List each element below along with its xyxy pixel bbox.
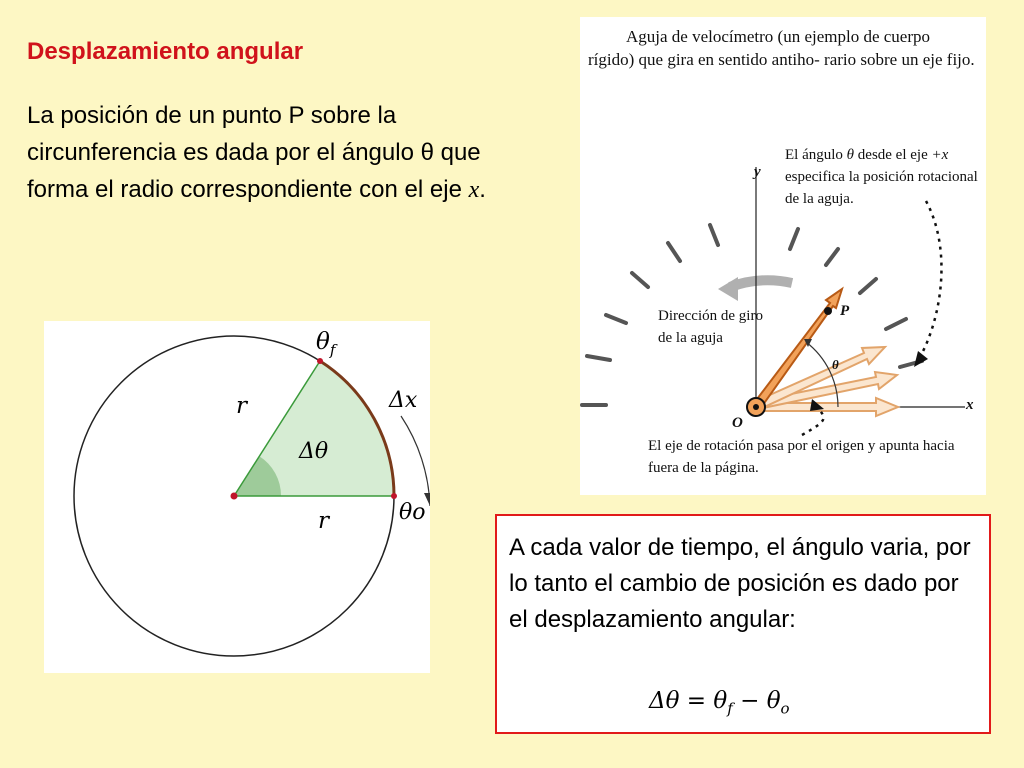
label-origin-o: O [732, 415, 743, 431]
intro-variable-x: x [468, 177, 480, 203]
angular-displacement-box [495, 514, 991, 734]
speedometer-diagram [580, 17, 986, 495]
rotation-axis-center [753, 404, 759, 410]
intro-paragraph [27, 97, 527, 209]
info-text: A cada valor de tiempo, el ángulo varia, por lo tanto el cambio de posición es dado por el desplazamiento angular: [509, 534, 971, 633]
angle-note-pointer-head [914, 351, 928, 367]
label-axis-y: y [754, 164, 761, 180]
angle-note: El ángulo θ desde el eje +x especifica la posición rotacional de la aguja. [785, 147, 978, 207]
rotation-direction-arc [730, 280, 792, 287]
label-delta-x: Δx [389, 388, 418, 413]
label-axis-x: x [966, 397, 974, 413]
intro-end: . [479, 176, 486, 203]
delta-x-arrow [401, 416, 430, 506]
rotation-direction-note: Dirección de giro de la aguja [658, 308, 763, 346]
label-theta-o: θo [399, 500, 426, 525]
slide-title: Desplazamiento angular [27, 38, 304, 65]
label-theta-f: $\theta_f$ [316, 329, 336, 359]
point-p-dot [824, 307, 832, 315]
label-theta: θ [832, 357, 839, 372]
angular-displacement-formula: $\Delta\theta = \theta_f - \theta_o$ [649, 688, 790, 718]
point-initial-dot [391, 493, 397, 499]
rotation-axis-note: El eje de rotación pasa por el origen y apunta hacia fuera de la página. [648, 438, 955, 476]
angle-note-pointer [920, 201, 941, 357]
rotation-direction-arrowhead [718, 277, 738, 301]
intro-text: La posición de un punto P sobre la circunferencia es dada por el ángulo θ que forma el radio correspondiente con el eje [27, 102, 481, 203]
circle-diagram [44, 321, 430, 673]
label-r-top: r [236, 393, 247, 419]
label-r-bottom: r [318, 508, 329, 534]
label-delta-theta: Δθ [299, 439, 329, 464]
circle-diagram-svg [44, 321, 430, 673]
speedometer-caption: Aguja de velocímetro (un ejemplo de cuerpo rígido) que gira en sentido antiho- rario sobre un eje fijo. [588, 27, 975, 69]
point-final-dot [317, 358, 323, 364]
speedometer-svg [580, 17, 986, 495]
center-dot [231, 493, 238, 500]
label-point-p: P [840, 303, 850, 319]
